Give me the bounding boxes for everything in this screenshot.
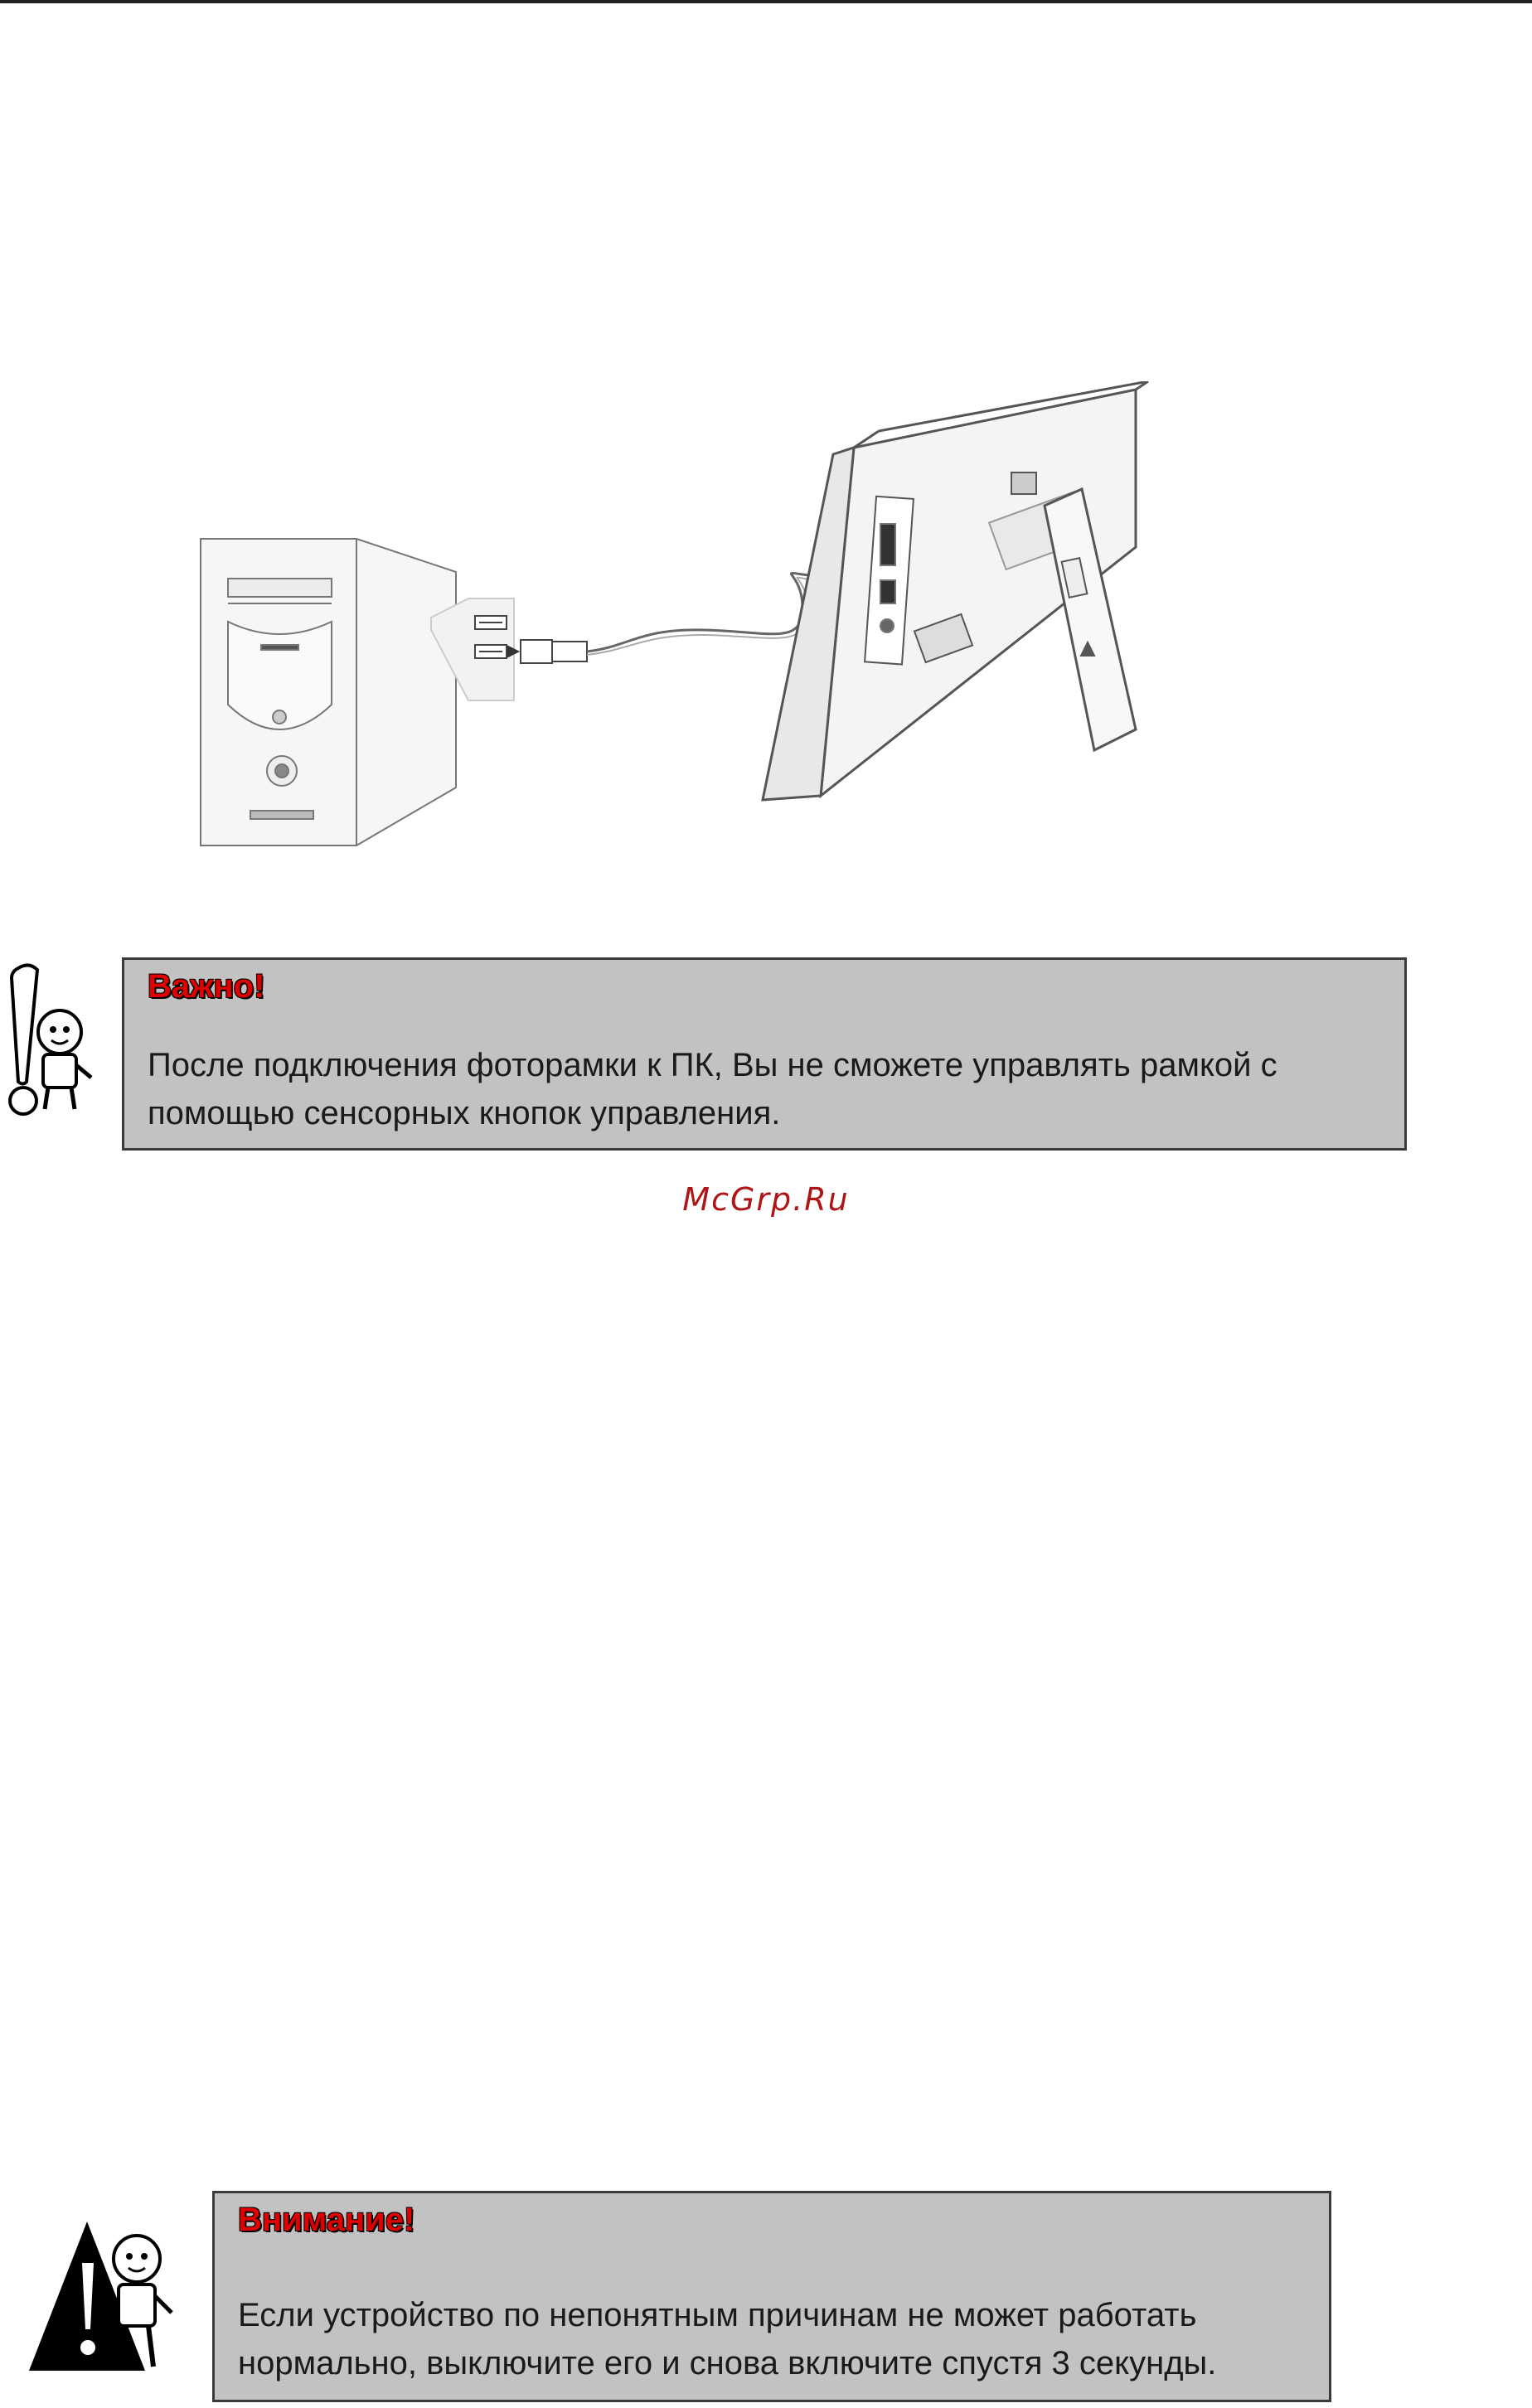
- warning-note-line-2: нормально, выключите его и снова включите спустя 3 секунды.: [238, 2345, 1217, 2381]
- warning-note-line-1: Если устройство по непонятным причинам не может работать: [238, 2297, 1197, 2333]
- watermark: McGrp.Ru: [682, 1181, 850, 1218]
- important-note: [122, 957, 1407, 1151]
- important-note-line-2: помощью сенсорных кнопок управления.: [148, 1095, 781, 1131]
- warning-note-title: Внимание!: [238, 2202, 415, 2238]
- warning-triangle-robot-icon: [21, 2213, 178, 2379]
- exclamation-robot-icon: [0, 962, 99, 1119]
- warning-note: [212, 2191, 1331, 2402]
- important-note-line-1: После подключения фоторамки к ПК, Вы не сможете управлять рамкой с: [148, 1047, 1277, 1083]
- top-rule: [0, 0, 1532, 3]
- important-note-title: Важно!: [148, 968, 265, 1005]
- pc-to-photo-frame-usb-connection-illustration: [191, 381, 1185, 862]
